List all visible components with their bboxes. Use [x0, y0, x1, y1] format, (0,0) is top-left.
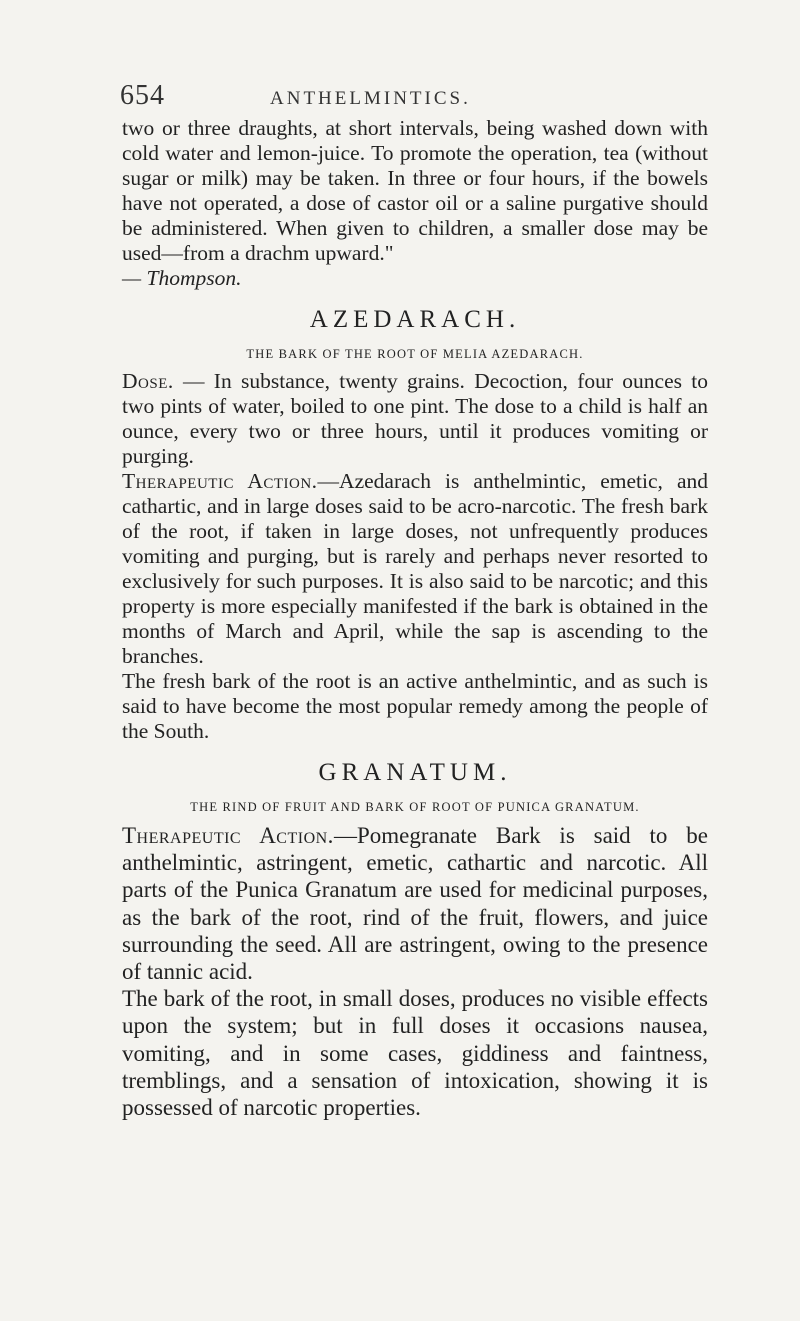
granatum-title: GRANATUM. — [318, 759, 512, 786]
continuation-section — [122, 116, 708, 291]
action-text: —Azedarach is anthelmintic, emetic, and cathartic, and in large doses said to be acro-narcotic. The fresh bark of the root, if taken in large doses, not unfrequently produces vomiting and purging, but is rarely and perhaps never resorted to exclusively for such purposes. It is also said to be narcotic; and this property is more especially manifested if the bark is obtained in the months of March and April, while the sap is ascending to the branches. — [122, 469, 708, 668]
running-head — [120, 80, 708, 116]
running-title: ANTHELMINTICS. — [270, 88, 471, 109]
granatum-action-text: —Pomegranate Bark is said to be anthelmintic, astringent, emetic, cathartic and narcotic. All parts of the Punica Granatum are used for medicinal purposes, as the bark of the root, rind of the fruit, flowers, and juice surrounding the seed. All are astringent, owing to the presence of tannic acid. — [122, 823, 708, 985]
attribution: — Thompson. — [122, 266, 242, 290]
azedarach-paragraph-3: The fresh bark of the root is an active anthelmintic, and as such is said to have become the most popular remedy among the people of the South. — [122, 669, 708, 743]
granatum-subtitle: THE RIND OF FRUIT AND BARK OF ROOT OF PUNICA GRANATUM. — [190, 800, 640, 814]
dose-text: — In substance, twenty grains. Decoction, four ounces to two pints of water, boiled to one pint. The dose to a child is half an ounce, every two or three hours, until it produces vomiting or purging. — [122, 369, 708, 468]
azedarach-action-paragraph — [122, 469, 708, 669]
azedarach-section — [122, 303, 708, 744]
granatum-paragraph-2: The bark of the root, in small doses, produces no visible effects upon the system; but in full doses it occasions nausea, vomiting, and in some cases, giddiness and faintness, tremblings, and a sensation of intoxication, showing it is possessed of narcotic properties. — [122, 986, 708, 1121]
page-number: 654 — [120, 80, 165, 111]
action-label: Therapeutic Action. — [122, 469, 318, 493]
granatum-action-label: Therapeutic Action. — [122, 823, 334, 848]
continuation-paragraph: two or three draughts, at short intervals, being washed down with cold water and lemon-juice. To promote the operation, tea (without sugar or milk) may be taken. In three or four hours, if the bowels have not operated, a dose of castor oil or a saline purgative should be administered. When given to children, a smaller dose may be used—from a drachm upward." — [122, 116, 708, 265]
azedarach-dose-paragraph — [122, 369, 708, 469]
granatum-action-paragraph — [122, 822, 708, 985]
azedarach-subtitle: THE BARK OF THE ROOT OF MELIA AZEDARACH. — [246, 347, 584, 361]
dose-label: Dose. — [122, 369, 174, 393]
granatum-section — [122, 756, 708, 1121]
azedarach-title: AZEDARACH. — [309, 306, 521, 333]
